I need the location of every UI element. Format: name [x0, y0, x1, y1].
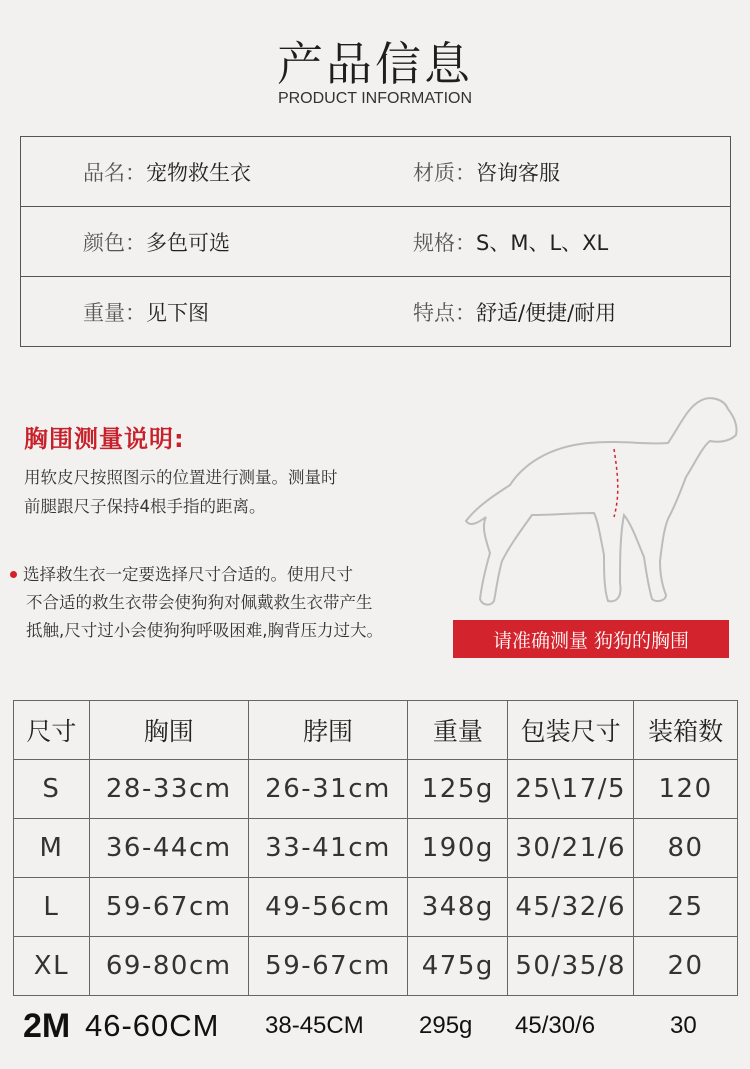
table-cell: 28-33cm	[89, 760, 248, 819]
size-note	[10, 561, 440, 645]
table-cell: 120	[634, 760, 738, 819]
table-cell: 25	[634, 878, 738, 937]
product-info-table	[20, 136, 731, 347]
table-cell: XL	[14, 937, 90, 996]
info-value: 多色可选	[146, 230, 230, 255]
table-cell: 50/35/8	[508, 937, 634, 996]
note-line	[10, 561, 440, 589]
table-header: 包装尺寸	[508, 701, 634, 760]
info-row	[21, 137, 730, 207]
note-line: 抵触,尺寸过小会使狗狗呼吸困难,胸背压力过大。	[26, 621, 383, 640]
table-cell: 49-56cm	[248, 878, 408, 937]
table-cell: 26-31cm	[248, 760, 408, 819]
measure-text-line: 用软皮尺按照图示的位置进行测量。测量时	[24, 468, 338, 487]
measure-banner: 请准确测量 狗狗的胸围	[453, 620, 729, 658]
table-cell: 25\17/5	[508, 760, 634, 819]
extra-size: 2M	[23, 1006, 71, 1045]
info-row	[21, 277, 730, 346]
table-cell: L	[14, 878, 90, 937]
info-value: 舒适/便捷/耐用	[476, 300, 617, 325]
table-cell: 348g	[408, 878, 508, 937]
extra-chest: 46-60CM	[85, 1008, 220, 1043]
page-subtitle: PRODUCT INFORMATION	[277, 90, 473, 107]
table-cell: 45/32/6	[508, 878, 634, 937]
table-cell: 125g	[408, 760, 508, 819]
bullet-dot-icon	[10, 571, 17, 578]
extra-neck: 38-45CM	[265, 1012, 364, 1039]
table-header: 胸围	[89, 701, 248, 760]
measure-text-line: 前腿跟尺子保持4根手指的距离。	[24, 497, 266, 516]
table-header: 重量	[408, 701, 508, 760]
table-cell: 190g	[408, 819, 508, 878]
table-row	[14, 878, 738, 937]
info-value: S、M、L、XL	[476, 230, 609, 255]
extra-size-row	[13, 1000, 738, 1052]
note-line: 不合适的救生衣带会使狗狗对佩戴救生衣带产生	[26, 593, 373, 612]
table-row	[14, 760, 738, 819]
table-cell: 30/21/6	[508, 819, 634, 878]
info-value: 宠物救生衣	[146, 160, 251, 185]
table-header: 脖围	[248, 701, 408, 760]
measure-title: 胸围测量说明:	[24, 425, 185, 453]
table-row	[14, 937, 738, 996]
table-header-row	[14, 701, 738, 760]
table-header: 尺寸	[14, 701, 90, 760]
table-cell: 69-80cm	[89, 937, 248, 996]
table-cell: 20	[634, 937, 738, 996]
page-title: 产品信息	[277, 37, 473, 91]
extra-weight: 295g	[419, 1012, 473, 1039]
table-cell: 33-41cm	[248, 819, 408, 878]
info-key: 品名：	[83, 160, 146, 185]
table-cell: 475g	[408, 937, 508, 996]
info-value: 见下图	[146, 300, 209, 325]
note-text: 选择救生衣一定要选择尺寸合适的。使用尺寸	[23, 565, 353, 584]
info-cell-name	[83, 137, 251, 206]
info-key: 重量：	[83, 300, 146, 325]
info-key: 规格：	[413, 230, 476, 255]
info-cell-feature	[413, 277, 616, 346]
table-cell: 59-67cm	[248, 937, 408, 996]
table-header: 装箱数	[634, 701, 738, 760]
info-cell-weight	[83, 277, 209, 346]
info-cell-material	[413, 137, 560, 206]
info-key: 颜色：	[83, 230, 146, 255]
table-cell: 80	[634, 819, 738, 878]
table-cell: 36-44cm	[89, 819, 248, 878]
table-row	[14, 819, 738, 878]
info-row	[21, 207, 730, 277]
table-cell: M	[14, 819, 90, 878]
info-value: 咨询客服	[476, 160, 560, 185]
info-cell-spec	[413, 207, 608, 276]
table-cell: S	[14, 760, 90, 819]
dog-outline-icon	[448, 385, 748, 615]
table-cell: 59-67cm	[89, 878, 248, 937]
measure-instructions	[24, 463, 434, 521]
info-cell-color	[83, 207, 230, 276]
info-key: 材质：	[413, 160, 476, 185]
extra-box-count: 30	[670, 1012, 697, 1039]
info-key: 特点：	[413, 300, 476, 325]
size-table	[13, 700, 738, 996]
extra-package-size: 45/30/6	[515, 1012, 596, 1039]
